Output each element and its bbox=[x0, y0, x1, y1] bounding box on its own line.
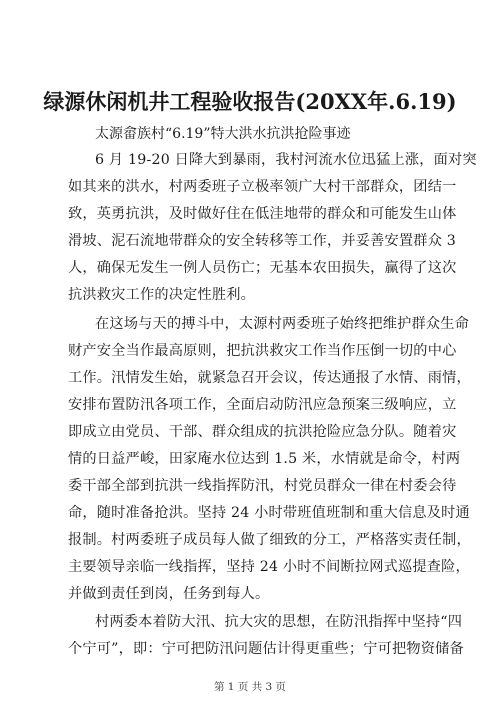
paragraph-2-line-2: 财产安全当作最高原则，把抗洪救灾工作当作压倒一切的中心 bbox=[68, 343, 457, 359]
paragraph-1-line-2: 如其来的洪水，村两委班子立极率领广大村干部群众，团结一 bbox=[68, 179, 457, 195]
paragraph-1-line-4: 滑坡、泥石流地带群众的安全转移等工作，并妥善安置群众 3 bbox=[68, 233, 457, 249]
document-subtitle: 太源畲族村“6.19”特大洪水抗洪抢险事迹 bbox=[95, 126, 351, 142]
paragraph-2-line-3: 工作。汛情发生始，就紧急召开会议，传达通报了水情、雨情， bbox=[68, 370, 471, 386]
paragraph-2-line-1: 在这场与天的搏斗中，太源村两委班子始终把维护群众生命 bbox=[95, 316, 470, 332]
paragraph-2-line-7: 委干部全部到抗洪一线指挥防汛，村党员群众一律在村委会待 bbox=[68, 478, 457, 494]
paragraph-1-line-1: 6 月 19-20 日降大到暴雨，我村河流水位迅猛上涨，面对突 bbox=[95, 152, 477, 168]
paragraph-1-line-3: 致，英勇抗洪，及时做好住在低洼地带的群众和可能发生山体 bbox=[68, 206, 457, 222]
paragraph-2-line-10: 主要领导亲临一线指挥，坚持 24 小时不间断拉网式巡提查险， bbox=[68, 559, 470, 575]
paragraph-1-line-6: 抗洪救灾工作的决定性胜利。 bbox=[68, 287, 256, 303]
document-title: 绿源休闲机井工程验收报告(20XX年.6.19) bbox=[43, 89, 457, 114]
paragraph-3-line-2: 个宁可”，即：宁可把防汛问题估计得更重些；宁可把物资储备 bbox=[68, 641, 464, 657]
paragraph-2-line-6: 情的日益严峻，田家庵水位达到 1.5 米，水情就是命令，村两 bbox=[68, 451, 461, 467]
paragraph-3-line-1: 村两委本着防大汛、抗大灾的思想，在防汛指挥中坚持“四 bbox=[95, 614, 463, 630]
paragraph-1-line-5: 人，确保无发生一例人员伤亡；无基本农田损失，赢得了这次 bbox=[68, 260, 457, 276]
paragraph-2-line-4: 安排布置防汛各项工作，全面启动防汛应急预案三级响应，立 bbox=[68, 397, 457, 413]
paragraph-2-line-5: 即成立由党员、干部、群众组成的抗洪抢险应急分队。随着灾 bbox=[68, 424, 457, 440]
paragraph-2-line-11: 并做到责任到岗，任务到每人。 bbox=[68, 586, 270, 602]
paragraph-2-line-9: 报制。村两委班子成员每人做了细致的分工，严格落实责任制， bbox=[68, 532, 471, 548]
page-footer: 第 1 页 共 3 页 bbox=[213, 681, 287, 693]
paragraph-2-line-8: 命，随时准备抢洪。坚持 24 小时带班值班制和重大信息及时通 bbox=[68, 505, 470, 521]
